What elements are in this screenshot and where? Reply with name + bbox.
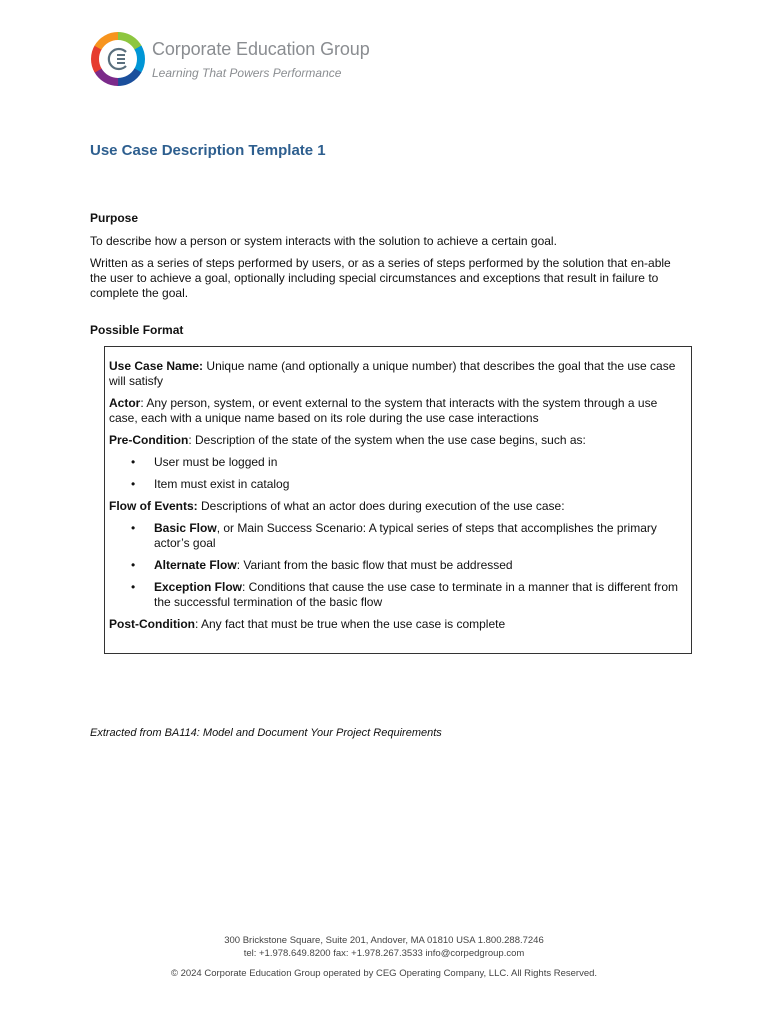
list-item: [109, 580, 684, 610]
flow-item-label: Basic Flow: [154, 521, 217, 535]
company-logo: [90, 31, 390, 91]
purpose-paragraph-1: To describe how a person or system interacts with the solution to achieve a certain goal.: [90, 234, 557, 248]
use-case-name-text: Unique name (and optionally a unique number) that describes the goal that the use case will satisfy: [109, 359, 676, 388]
bullet-icon: •: [131, 477, 136, 491]
purpose-heading: Purpose: [90, 211, 139, 225]
list-item: [109, 455, 684, 470]
post-condition-text: : Any fact that must be true when the use case is complete: [194, 617, 506, 631]
flow-of-events-list: [109, 521, 691, 610]
company-tagline: Learning That Powers Performance: [152, 66, 342, 80]
ceg-logo-icon: [90, 31, 146, 87]
bullet-icon: •: [131, 580, 136, 594]
flow-item-text: , or Main Success Scenario: A typical series of steps that accomplishes the primary actor’s goal: [154, 521, 657, 550]
bullet-icon: •: [131, 521, 136, 535]
flow-item-label: Exception Flow: [154, 580, 243, 594]
flow-of-events-label: Flow of Events:: [109, 499, 198, 513]
list-item: [109, 477, 684, 492]
use-case-name-line: [109, 359, 687, 389]
footer-address: 300 Brickstone Square, Suite 201, Andover, MA 01810 USA 1.800.288.7246: [224, 935, 544, 946]
document-title: Use Case Description Template 1: [90, 142, 326, 159]
post-condition-line: [109, 617, 687, 632]
pre-condition-text: : Description of the state of the system when the use case begins, such as:: [188, 433, 586, 447]
source-note: Extracted from BA114: Model and Document Your Project Requirements: [90, 727, 442, 739]
pre-condition-list: [109, 455, 691, 492]
list-item: [109, 521, 684, 551]
pre-condition-item: Item must exist in catalog: [154, 477, 290, 491]
use-case-name-label: Use Case Name:: [109, 359, 204, 373]
post-condition-label: Post-Condition: [109, 617, 195, 631]
pre-condition-label: Pre-Condition: [109, 433, 189, 447]
flow-of-events-text: Descriptions of what an actor does during execution of the use case:: [197, 499, 565, 513]
bullet-icon: •: [131, 455, 136, 469]
footer-copyright: © 2024 Corporate Education Group operated by CEG Operating Company, LLC. All Rights Reserved.: [170, 968, 598, 979]
pre-condition-item: User must be logged in: [154, 455, 278, 469]
flow-item-text: : Variant from the basic flow that must be addressed: [236, 558, 513, 572]
actor-text: : Any person, system, or event external to the system that interacts with the system through a use case, each with a unique name based on its role during the use case interactions: [109, 396, 658, 425]
flow-of-events-line: [109, 499, 687, 514]
actor-label: Actor: [109, 396, 141, 410]
company-name: Corporate Education Group: [152, 39, 370, 59]
pre-condition-line: [109, 433, 687, 448]
purpose-paragraph-2: Written as a series of steps performed by users, or as a series of steps performed by the solution that en-able the user to achieve a goal, optionally including special circumstances and exceptions that result in failure to complete the goal.: [90, 256, 671, 300]
format-box: [104, 346, 692, 654]
list-item: [109, 558, 684, 573]
flow-item-label: Alternate Flow: [154, 558, 237, 572]
footer-contact: tel: +1.978.649.8200 fax: +1.978.267.3533 info@corpedgroup.com: [243, 948, 525, 959]
actor-line: [109, 396, 687, 426]
format-heading: Possible Format: [90, 323, 184, 337]
bullet-icon: •: [131, 558, 136, 572]
flow-item-text: : Conditions that cause the use case to terminate in a manner that is different from the successful termination of the basic flow: [154, 580, 679, 609]
